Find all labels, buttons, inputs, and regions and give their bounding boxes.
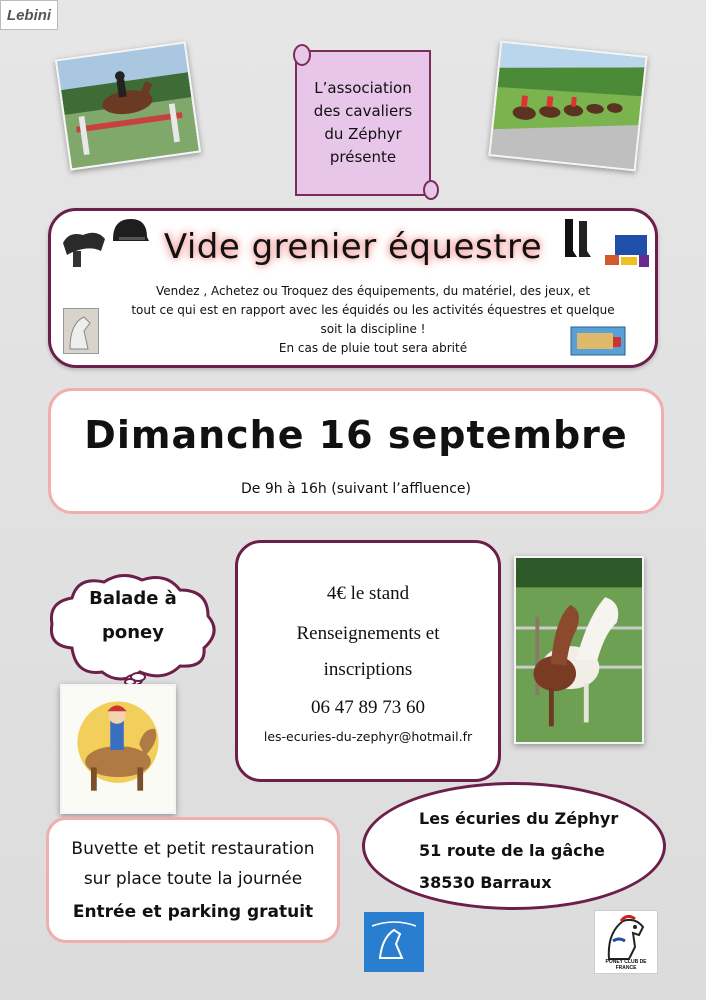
stand-price: 4€ le stand — [326, 583, 410, 604]
saddle-icon — [59, 221, 109, 271]
helmet-icon — [109, 215, 151, 251]
info-contact-line: Renseignements et — [296, 623, 440, 644]
scroll-line: présente — [329, 148, 397, 166]
boots-icon — [561, 217, 593, 261]
cloud-line: Balade à — [89, 588, 177, 609]
address-city: 38530 Barraux — [419, 873, 552, 892]
info-contact-line: inscriptions — [323, 659, 413, 680]
scroll-line: des cavaliers — [313, 102, 413, 120]
pcf-label: PONEY CLUB DE FRANCE — [605, 959, 647, 971]
ecuries-zephyr-logo — [364, 912, 424, 972]
toy-box-icon — [569, 323, 629, 359]
buvette-line: Buvette et petit restauration — [71, 839, 315, 859]
scroll-curl-icon — [423, 180, 439, 200]
cloud-text — [62, 582, 204, 650]
watermark: Lebini — [0, 0, 58, 30]
desc-line: Vendez , Achetez ou Troquez des équipements, du matériel, des jeux, et — [155, 284, 591, 298]
email-link[interactable]: les-ecuries-du-zephyr@hotmail.fr — [263, 729, 473, 744]
event-title-box — [48, 208, 658, 368]
show-jumping-photo — [55, 41, 201, 170]
desc-line: tout ce qui est en rapport avec les équidés ou les activités équestres et quelque — [131, 303, 615, 317]
desc-line: En cas de pluie tout sera abrité — [278, 341, 468, 355]
address-box — [362, 782, 666, 910]
buvette-line: sur place toute la journée — [83, 869, 303, 889]
address-text — [419, 803, 618, 899]
event-title: Vide grenier équestre — [163, 227, 543, 267]
free-entry-text: Entrée et parking gratuit — [72, 902, 314, 922]
tout-pour-le-cheval-badge — [63, 308, 99, 354]
scroll-body — [295, 50, 431, 196]
event-description — [111, 282, 635, 358]
scroll-line: du Zéphyr — [324, 125, 402, 143]
event-hours: De 9h à 16h (suivant l’affluence) — [240, 481, 472, 497]
event-date: Dimanche 16 septembre — [84, 413, 628, 457]
info-box — [235, 540, 501, 782]
poney-club-de-france-logo — [594, 910, 658, 974]
date-box — [48, 388, 664, 514]
buvette-box — [46, 817, 340, 943]
cartoon-pony-photo — [60, 684, 176, 814]
address-street: 51 route de la gâche — [419, 841, 605, 860]
cloud-line: poney — [101, 622, 164, 643]
pony-ride-photo — [488, 41, 647, 172]
horses-photo — [514, 556, 644, 744]
pony-ride-cloud — [42, 570, 222, 690]
address-name: Les écuries du Zéphyr — [419, 809, 619, 828]
scroll-curl-icon — [293, 44, 311, 66]
desc-line: soit la discipline ! — [320, 322, 426, 336]
scroll-line: L’association — [314, 79, 412, 97]
association-scroll — [285, 42, 445, 202]
grooming-kit-icon — [601, 231, 651, 271]
phone-number[interactable]: 06 47 89 73 60 — [311, 697, 425, 718]
